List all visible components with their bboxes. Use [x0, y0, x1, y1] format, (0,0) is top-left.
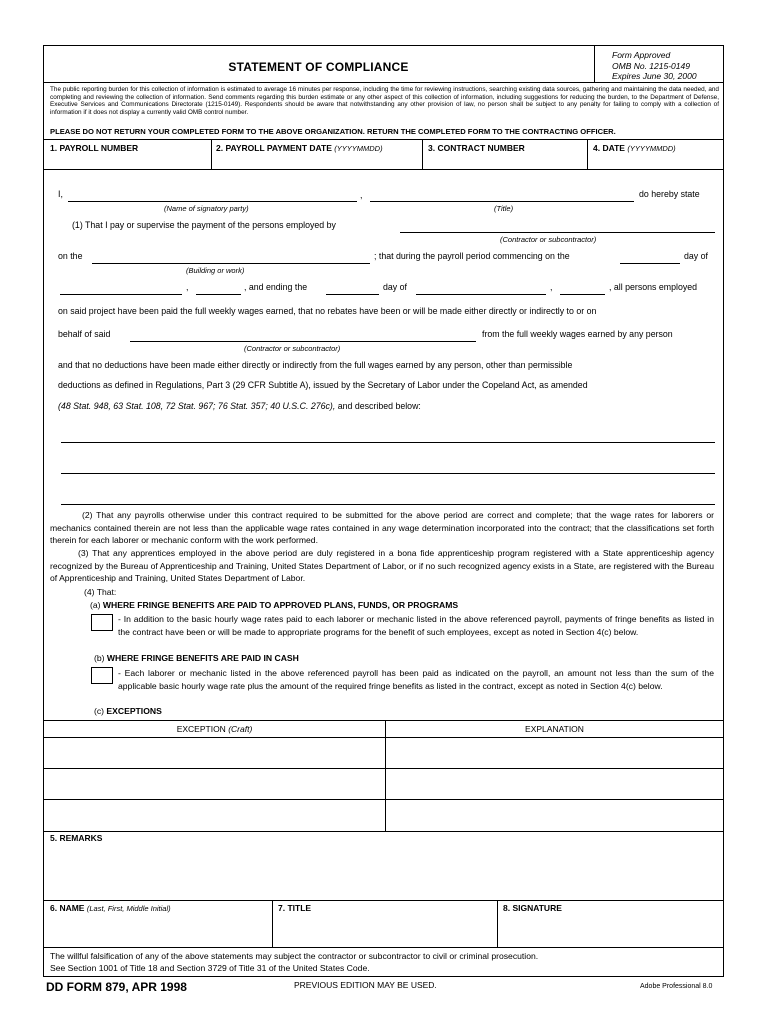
section-c-title: EXCEPTIONS [106, 706, 162, 716]
paragraph-4: (4) That: [84, 587, 117, 597]
statement-comma-2: , [186, 282, 189, 292]
form-title: STATEMENT OF COMPLIANCE [228, 60, 409, 74]
building-field[interactable] [92, 263, 370, 264]
remarks-label: 5. REMARKS [50, 833, 103, 843]
section-a-heading [90, 599, 458, 612]
statement-day-of-2: day of [383, 282, 407, 292]
form-approved-label: Form Approved [612, 50, 671, 60]
exceptions-bottom-rule [44, 831, 723, 832]
payroll-date-text: 2. PAYROLL PAYMENT DATE [216, 143, 332, 153]
statement-hereby: do hereby state [639, 189, 700, 199]
contractor-field[interactable] [400, 232, 715, 233]
section-b-prefix: (b) [94, 653, 105, 663]
name-text: 6. NAME [50, 903, 85, 913]
paragraph-3: (3) That any apprentices employed in the above period are duly registered in a bona fide apprenticeship program registered with a State apprenticeship agency recognized by the Bureau of Apprenticeship and Training, United States Department of Labor, or if no such recognized agency exists in a State, are registered with the Bureau of Apprenticeship and Training, United States Department of Labor. [50, 548, 714, 583]
signatory-title-field[interactable] [370, 201, 634, 202]
name-format: (Last, First, Middle Initial) [86, 904, 171, 913]
statement-behalf: behalf of said [58, 329, 111, 339]
statement-line-4: on said project have been paid the full weekly wages earned, that no rebates have been or will be made either directly or indirectly to or on [58, 306, 597, 316]
start-year-field[interactable] [196, 294, 241, 295]
start-day-field[interactable] [620, 263, 680, 264]
start-month-field[interactable] [60, 294, 182, 295]
title-label: 7. TITLE [278, 903, 312, 913]
section-a-text: - In addition to the basic hourly wage rates paid to each laborer or mechanic listed in the above referenced payroll, payments of fringe benefits as listed in the contract have been or will be made to appropriate programs for the benefit of such employees, except as noted in Section 4(c) below. [118, 614, 714, 637]
statement-comma-3: , [550, 282, 553, 292]
statement-line-6: and that no deductions have been made either directly or indirectly from the full wages earned by any person, other than permissible [58, 360, 573, 370]
remarks-bottom-rule [44, 900, 723, 901]
previous-edition-note: PREVIOUS EDITION MAY BE USED. [294, 980, 437, 990]
caption-contractor-2: (Contractor or subcontractor) [244, 344, 341, 353]
signature-label: 8. SIGNATURE [503, 903, 562, 913]
statement-commencing: ; that during the payroll period commencing on the [374, 251, 570, 261]
statement-line-8 [58, 400, 421, 414]
field-divider-1 [211, 139, 212, 169]
exception-header-craft: (Craft) [228, 724, 253, 734]
section-b-text: - Each laborer or mechanic listed in the above referenced payroll has been paid as indicated on the payroll, an amount not less than the sum of the applicable basic hourly wage rate plus the amount of the required fringe benefits as listed in the contract, except as noted in Section 4(c) below. [118, 668, 714, 691]
title-field[interactable] [273, 916, 497, 946]
statement-all-persons: , all persons employed [609, 282, 698, 292]
description-line-1[interactable] [61, 442, 715, 443]
signatory-name-field[interactable] [68, 201, 357, 202]
explanation-cell-2[interactable] [386, 769, 723, 799]
falsification-warning: The willful falsification of any of the above statements may subject the contractor or subcontractor to civil or criminal prosecution. [50, 951, 539, 961]
statement-day-of: day of [684, 251, 708, 261]
section-a-prefix: (a) [90, 600, 101, 610]
description-line-3[interactable] [61, 504, 715, 505]
form-approval [612, 50, 697, 82]
burden-statement: The public reporting burden for this collection of information is estimated to average 16 minutes per response, including the time for reviewing instructions, searching existing data sources, gathering and maintaining the data needed, and completing and reviewing the collection of information. Send comments regarding this burden estimate or any other aspect of this collection of information, including suggestions for reducing the burden, to the Department of Defense, Executive Services and Communications Directorate (1215-0149). Respondents should be aware that notwithstanding any other provision of law, no person shall be subject to any penalty for failing to comply with a collection of information if it does not display a currently valid OMB control number. [50, 86, 719, 116]
fields-rule [44, 169, 723, 170]
form-identifier: DD FORM 879, APR 1998 [46, 980, 187, 994]
statement-line-7: deductions as defined in Regulations, Part 3 (29 CFR Subtitle A), issued by the Secretary of Labor under the Copeland Act, as amended [58, 380, 588, 390]
date-text: 4. DATE [593, 143, 625, 153]
name-field[interactable] [44, 916, 272, 946]
statement-comma: , [360, 190, 363, 200]
payroll-date-format: (YYYYMMDD) [334, 144, 383, 153]
return-notice: PLEASE DO NOT RETURN YOUR COMPLETED FORM TO THE ABOVE ORGANIZATION. RETURN THE COMPLETED FORM TO THE CONTRACTING OFFICER. [50, 127, 616, 136]
end-day-field[interactable] [326, 294, 379, 295]
signature-field[interactable] [498, 916, 723, 946]
contractor-field-2[interactable] [130, 341, 476, 342]
end-year-field[interactable] [560, 294, 605, 295]
payroll-date-label [216, 143, 383, 153]
section-c-prefix: (c) [94, 706, 105, 716]
software-note: Adobe Professional 8.0 [640, 983, 713, 990]
exception-cell-1[interactable] [44, 738, 385, 768]
end-month-field[interactable] [416, 294, 546, 295]
statement-line-1: (1) That I pay or supervise the payment of the persons employed by [72, 220, 336, 230]
legal-reference: See Section 1001 of Title 18 and Section 3729 of Title 31 of the United States Code. [50, 963, 370, 973]
caption-title: (Title) [494, 204, 514, 213]
omb-number: OMB No. 1215-0149 [612, 60, 690, 71]
exception-cell-2[interactable] [44, 769, 385, 799]
header-rule [44, 82, 723, 83]
notice-rule [44, 139, 723, 140]
date-label [593, 143, 676, 153]
exception-header-text: EXCEPTION [176, 724, 226, 734]
explanation-column-header: EXPLANATION [525, 724, 584, 734]
section-b-title: WHERE FRINGE BENEFITS ARE PAID IN CASH [106, 653, 299, 663]
fringe-plans-checkbox[interactable] [91, 614, 113, 631]
statement-i: I, [58, 189, 63, 199]
statement-from-full: from the full weekly wages earned by any person [482, 329, 673, 339]
date-format: (YYYYMMDD) [627, 144, 676, 153]
exceptions-top-rule [44, 720, 723, 721]
expiration-date: Expires June 30, 2000 [612, 71, 697, 81]
explanation-cell-1[interactable] [386, 738, 723, 768]
contract-number-label: 3. CONTRACT NUMBER [428, 143, 525, 153]
section-c-heading [94, 705, 162, 718]
caption-building: (Building or work) [186, 266, 245, 275]
compliance-form [43, 45, 724, 977]
caption-signatory-name: (Name of signatory party) [164, 204, 249, 213]
section-b-heading [94, 652, 299, 665]
section-a-title: WHERE FRINGE BENEFITS ARE PAID TO APPROVED PLANS, FUNDS, OR PROGRAMS [102, 600, 459, 610]
fringe-cash-checkbox[interactable] [91, 667, 113, 684]
explanation-cell-3[interactable] [386, 800, 723, 830]
signature-bottom-rule [44, 947, 723, 948]
header-divider [594, 46, 595, 82]
name-label [50, 903, 171, 913]
description-line-2[interactable] [61, 473, 715, 474]
paragraph-2: (2) That any payrolls otherwise under this contract required to be submitted for the above period are correct and complete; that the wage rates for laborers or mechanics contained therein are not less than the applicable wage rates contained in any wage determination incorporated into the contract; that the classifications set forth therein for each laborer or mechanic conform with the work performed. [50, 510, 714, 545]
field-divider-3 [587, 139, 588, 169]
payroll-number-label: 1. PAYROLL NUMBER [50, 143, 139, 153]
statement-ending: , and ending the [244, 282, 308, 292]
remarks-field[interactable] [44, 846, 723, 900]
exception-column-header [44, 724, 385, 734]
described-below: and described below: [337, 401, 421, 411]
caption-contractor: (Contractor or subcontractor) [500, 235, 597, 244]
exception-cell-3[interactable] [44, 800, 385, 830]
statement-on-the: on the [58, 251, 83, 261]
statute-citation: (48 Stat. 948, 63 Stat. 108, 72 Stat. 967; 76 Stat. 357; 40 U.S.C. 276c), [58, 401, 336, 411]
field-divider-2 [422, 139, 423, 169]
